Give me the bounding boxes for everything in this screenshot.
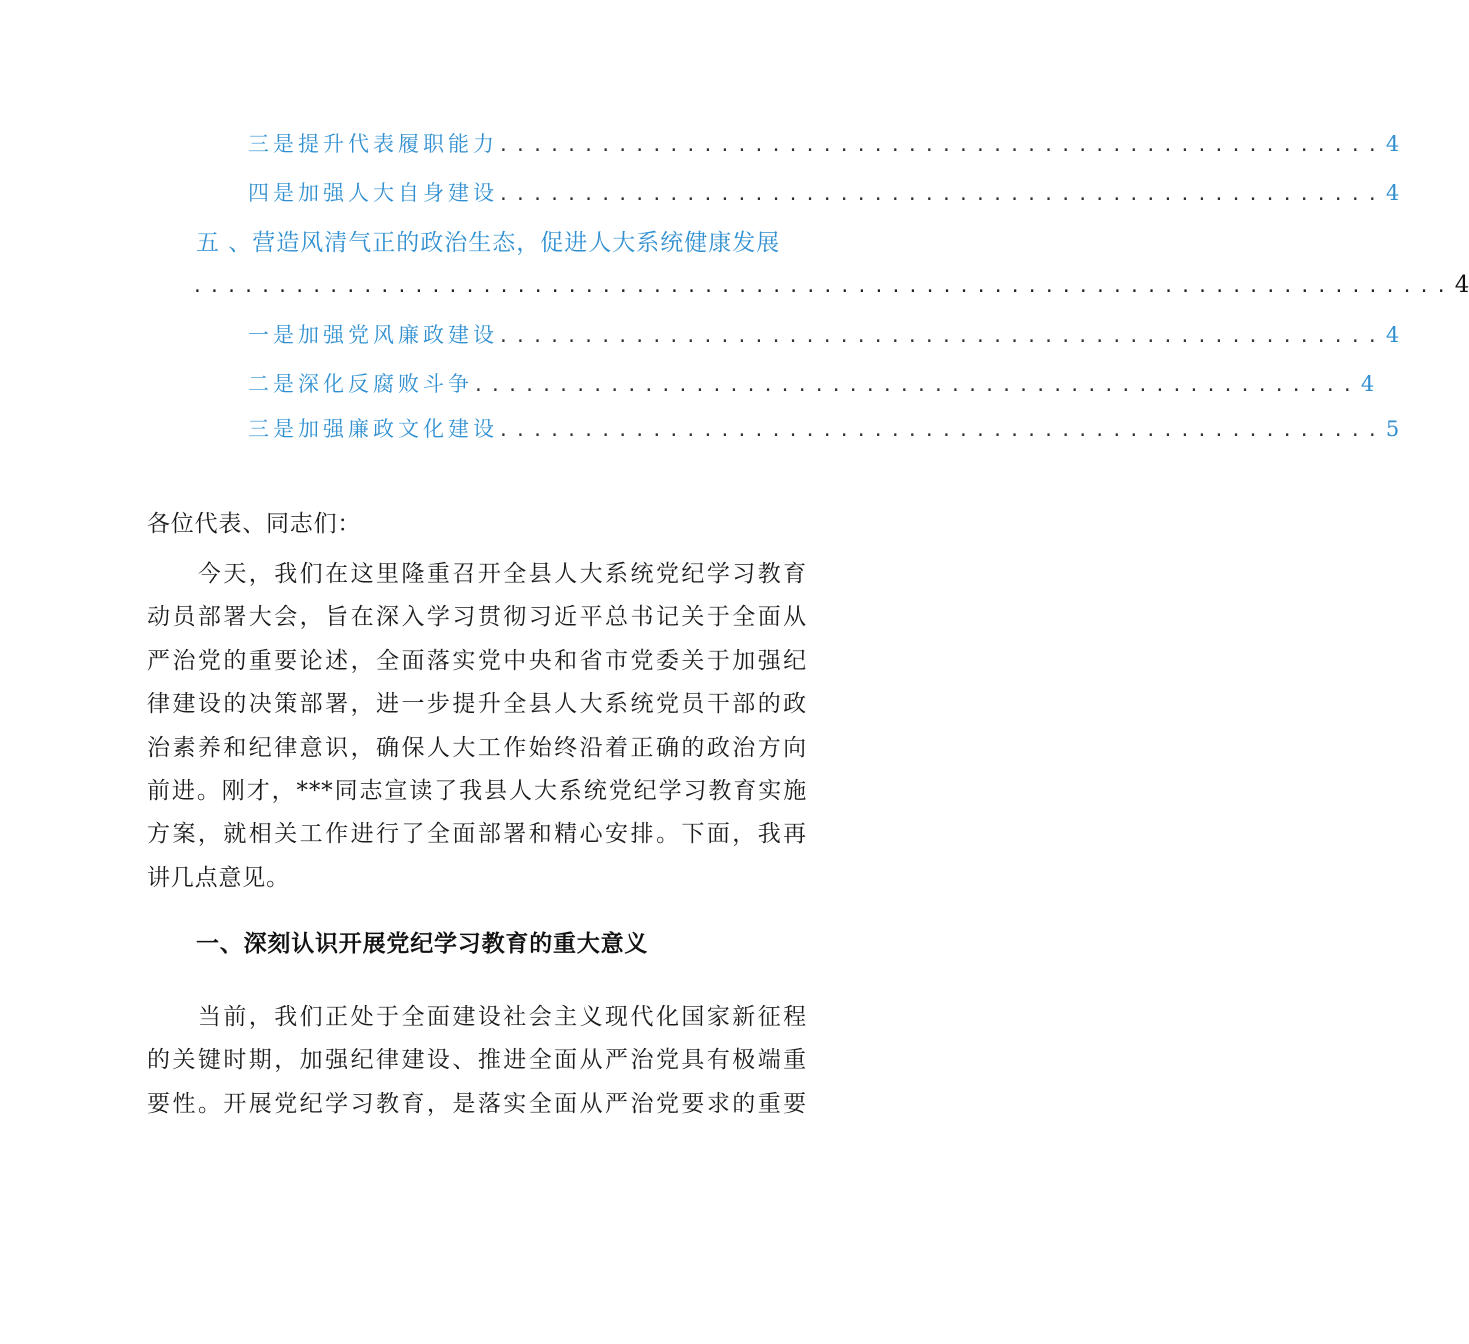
text-line: 要性。开展党纪学习教育，是落实全面从严治党要求的重要	[147, 1090, 807, 1117]
text-line: 律建设的决策部署，进一步提升全县人大系统党员干部的政	[147, 691, 807, 718]
text-line: 的关键时期，加强纪律建设、推进全面从严治党具有极端重	[147, 1047, 807, 1074]
toc-entry-text: 一是加强党风廉政建设	[248, 323, 498, 347]
intro-paragraph	[147, 553, 807, 900]
toc-dot-leader: ....................................................	[498, 326, 1384, 347]
toc-dot-leader: ..........................................................................	[192, 276, 1453, 297]
toc-page-number: 4	[1385, 323, 1400, 347]
toc-dot-leader: ....................................................	[473, 375, 1359, 396]
toc-entry-text: 三是加强廉政文化建设	[248, 417, 498, 441]
toc-page-number: 5	[1385, 417, 1400, 441]
toc-entry[interactable]	[248, 413, 1400, 443]
toc-entry[interactable]	[248, 319, 1400, 349]
toc-page-number: 4	[1385, 181, 1400, 205]
toc-dot-leader: ....................................................	[498, 135, 1384, 156]
text-line: 治素养和纪律意识，确保人大工作始终沿着正确的政治方向	[147, 734, 807, 761]
greeting: 各位代表、同志们：	[147, 511, 362, 537]
text-line: 方案，就相关工作进行了全面部署和精心安排。下面，我再	[147, 821, 807, 848]
toc-entry[interactable]	[248, 177, 1400, 207]
text-line: 今天，我们在这里隆重召开全县人大系统党纪学习教育	[147, 561, 807, 587]
section-heading: 一、深刻认识开展党纪学习教育的重大意义	[196, 931, 649, 957]
toc-entry-text: 二是深化反腐败斗争	[248, 372, 473, 396]
toc-section-title[interactable]: 五 、营造风清气正的政治生态，促进人大系统健康发展	[196, 230, 781, 256]
toc-page-number: 4	[1360, 372, 1375, 396]
toc-entry[interactable]	[248, 368, 1375, 398]
toc-entry-text: 四是加强人大自身建设	[248, 181, 498, 205]
toc-page-number: 4	[1385, 132, 1400, 156]
toc-section-leader-line[interactable]	[192, 272, 1469, 298]
text-line: 讲几点意见。	[147, 864, 290, 891]
text-line: 当前，我们正处于全面建设社会主义现代化国家新征程	[147, 1004, 807, 1030]
toc-dot-leader: ....................................................	[498, 184, 1384, 205]
toc-page-number: 4	[1454, 272, 1469, 298]
toc-dot-leader: ....................................................	[498, 420, 1384, 441]
text-line: 前进。刚才，***同志宣读了我县人大系统党纪学习教育实施	[147, 778, 807, 805]
toc-entry[interactable]	[248, 128, 1400, 158]
section1-paragraph	[147, 996, 807, 1126]
text-line: 严治党的重要论述，全面落实党中央和省市党委关于加强纪	[147, 647, 807, 674]
toc-entry-text: 三是提升代表履职能力	[248, 132, 498, 156]
text-line: 动员部署大会，旨在深入学习贯彻习近平总书记关于全面从	[147, 604, 807, 631]
